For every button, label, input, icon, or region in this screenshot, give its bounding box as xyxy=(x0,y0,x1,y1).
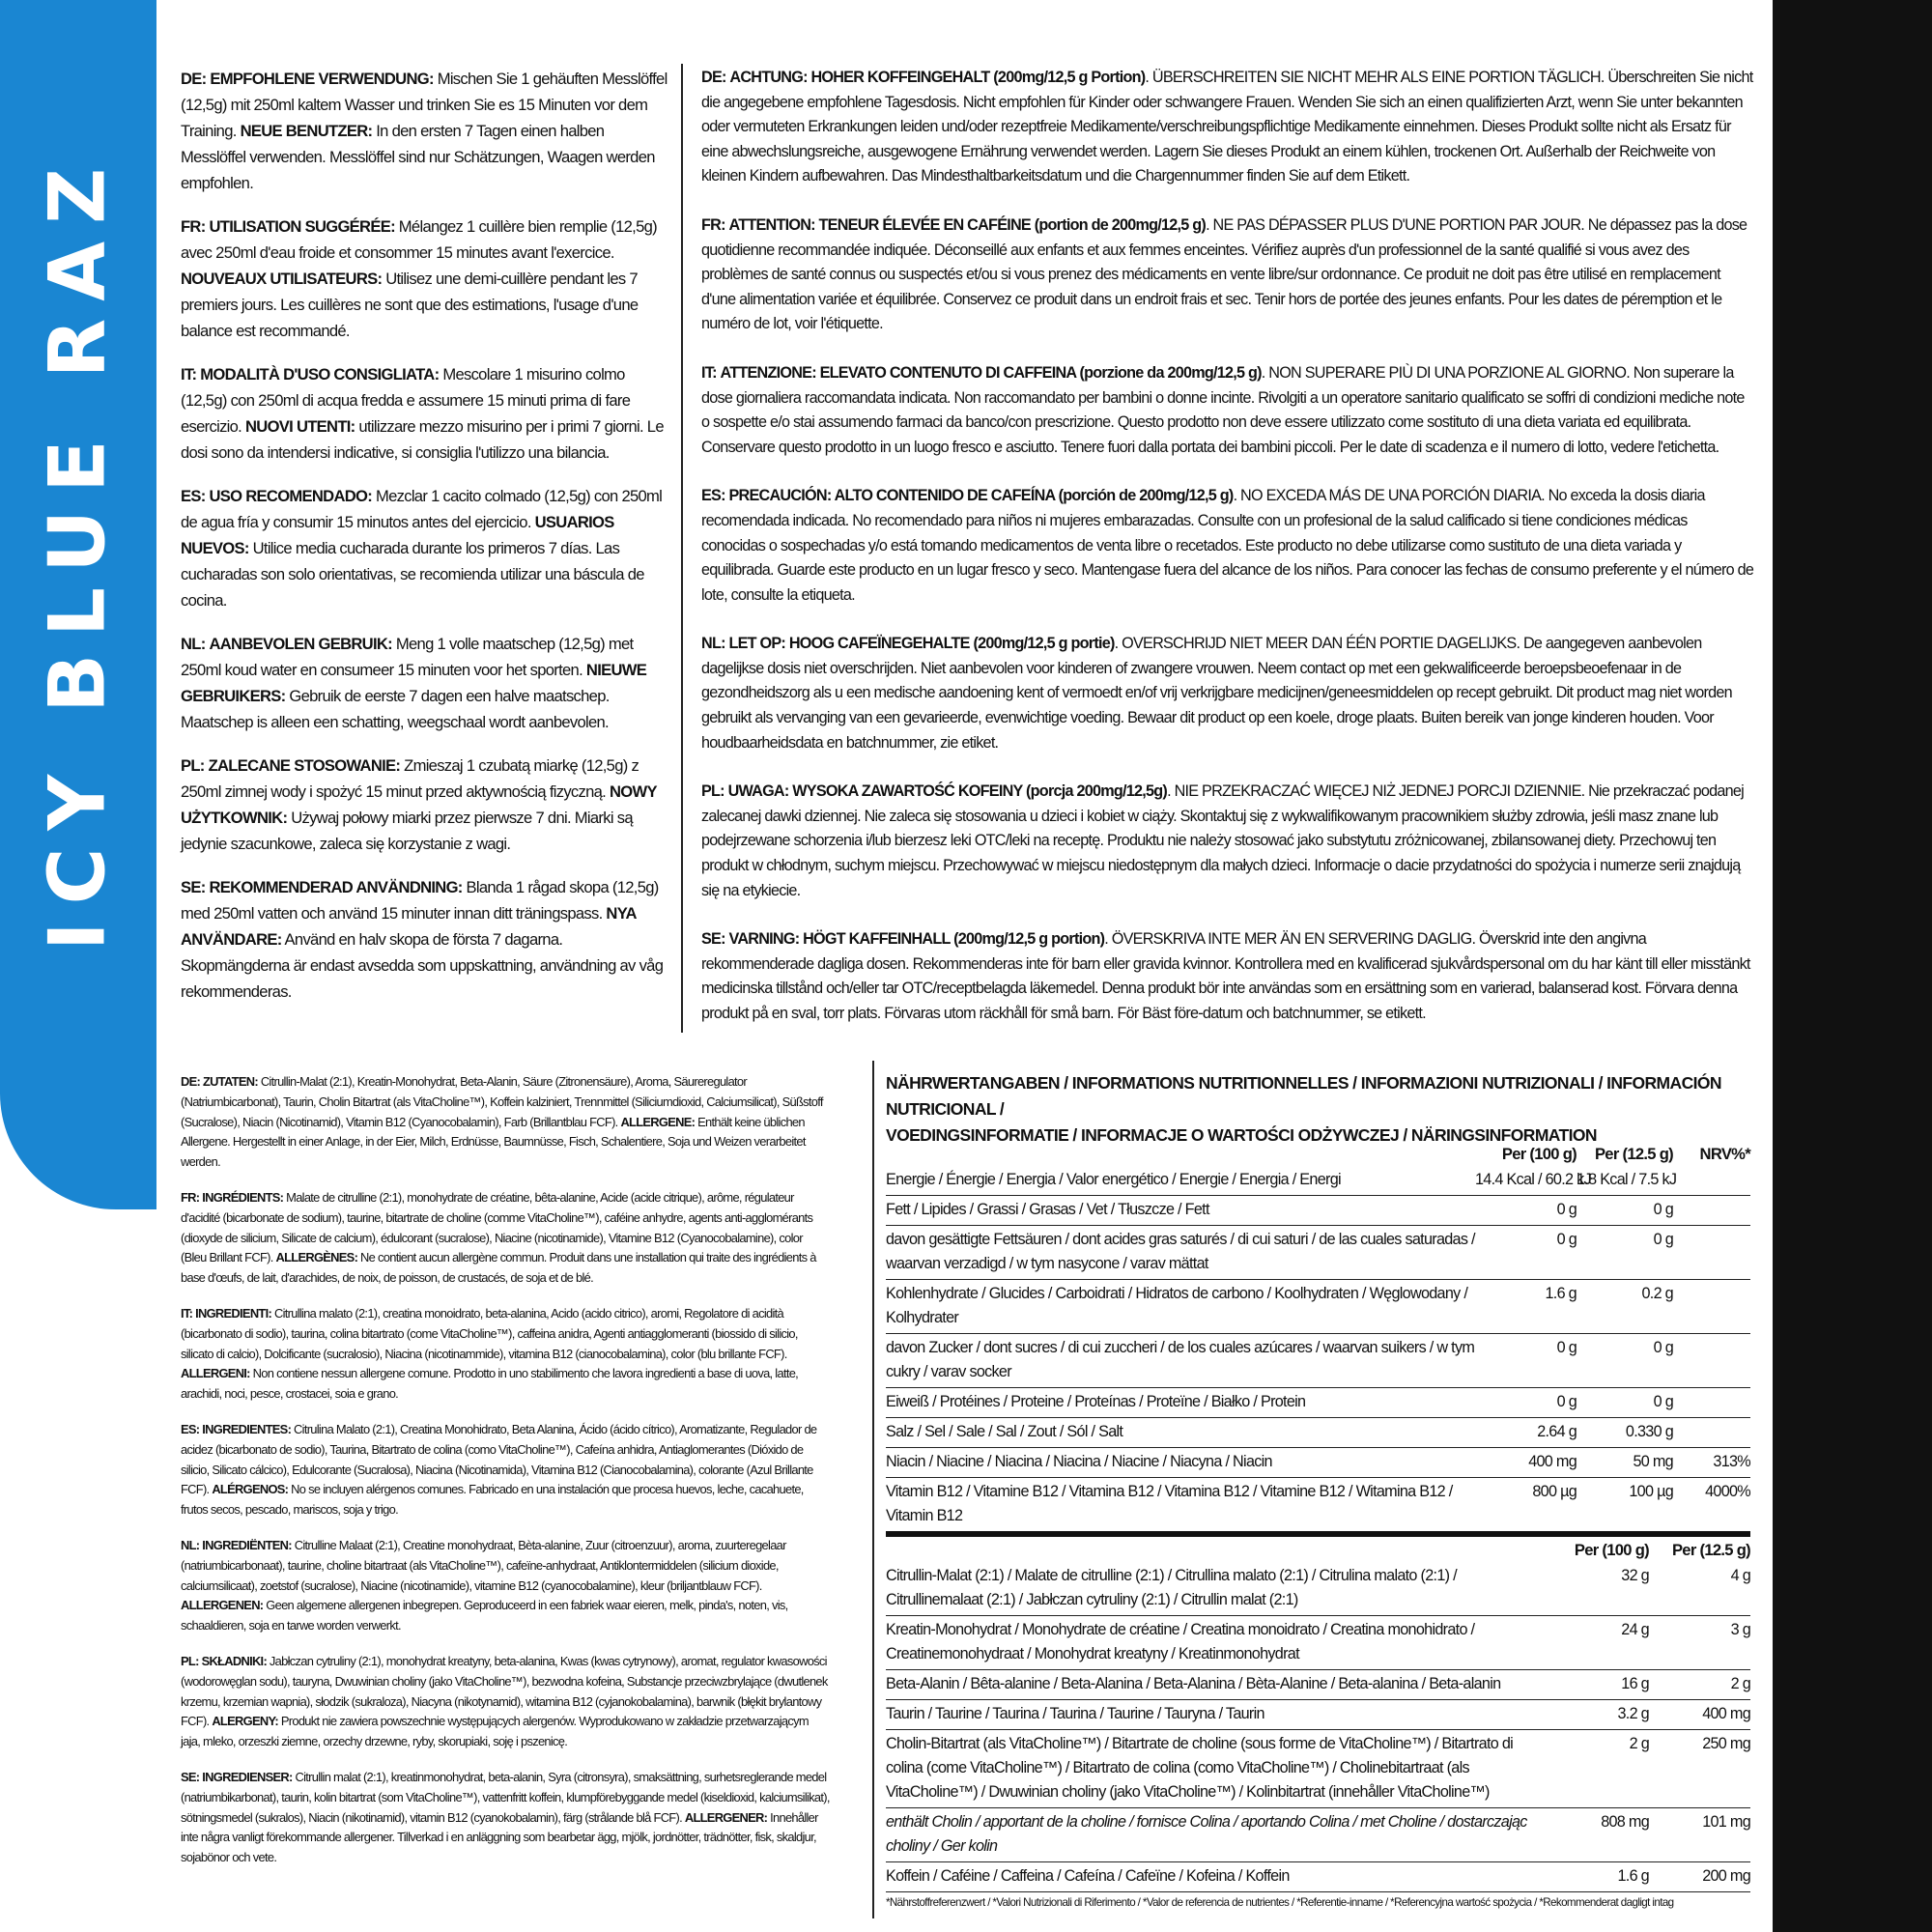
active-ingredient-row xyxy=(886,1862,1750,1892)
value-nrv xyxy=(1673,1334,1750,1388)
ingredients-se: SE: INGREDIENSER: Citrullin malat (2:1), kreatinmonohydrat, beta-alanin, Syra (citronsyra), smaksättning, surhetsreglerande medel (natriumbikarbonat), taurin, kolin bitartrat (som VitaCholine™), vattenfritt koffein, klumpförebyggande medel (kiseldioxid, kalciumsilikat), sötningsmedel (sukralos), Niacin (nikotinamid), vitamin B12 (cyanokobalamin), färg (strålande blå FCF). ALLERGENER: Innehåller inte några vanligt förekommande allergener. Tillverkad i en anläggning som bearbetar ägg, mjölk, jordnötter, trädnötter, fisk, skaldjur, sojabönor och vete. xyxy=(181,1769,830,1865)
column-divider xyxy=(681,64,683,1033)
nutrition-row xyxy=(886,1226,1750,1280)
warning-nl: NL: LET OP: HOOG CAFEÏNEGEHALTE (200mg/12,5 g portie). OVERSCHRIJD NIET MEER DAN ÉÉN PORTIE DAGELIJKS. De aangegeven aanbevolen dagelijkse dosis niet overschrijden. Niet aanbevolen voor kinderen of zwangere vrouwen. Neem contact op met een gekwalificeerde beroepsbeoefenaar in de gezondheidszorg als u een medische aandoening kent of vermoedt en/of vrij verkrijgbare medicijnen/geneesmiddelen op recept gebruikt. Dit product mag niet worden gebruikt als vervanging van een gevarieerde, evenwichtige voeding. Bewaar dit product op een koele, droge plaats. Buiten bereik van jonge kinderen houden. Voor houdbaarheidsdata en batchnummer, zie etiket. xyxy=(701,635,1732,752)
value-per100: 2 g xyxy=(1543,1730,1649,1808)
value-nrv xyxy=(1673,1280,1750,1334)
value-per100: 800 µg xyxy=(1475,1478,1577,1533)
ingredients-pl: PL: SKŁADNIKI: Jabłczan cytruliny (2:1), monohydrat kreatyny, beta-alanina, Kwas (kwas cytrynowy), aromat, regulator kwasowości (wodorowęglan sodu), tauryna, Dwuwinian choliny (jako VitaCholine™), bezwodna kofeina, Substancje przeciwzbrylające (dwutlenek krzemu, krzemian wapnia), słodzik (sukraloza), Niacyna (nikotynamid), witamina B12 (cyjanokobalamina), barwnik (błękit brylantowy FCF). ALERGENY: Produkt nie zawiera powszechnie występujących alergenów. Wyprodukowano w zakładzie przetwarzającym jaja, mleko, orzeszki ziemne, orzechy drzewne, ryby, skorupiaki, soję i pszenicę. xyxy=(181,1653,828,1749)
nutrition-label: Niacin / Niacine / Niacina / Niacina / Niacine / Niacyna / Niacin xyxy=(886,1448,1475,1478)
active-ingredient-row xyxy=(886,1616,1750,1670)
warning-es: ES: PRECAUCIÓN: ALTO CONTENIDO DE CAFEÍNA (porción de 200mg/12,5 g). NO EXCEDA MÁS DE UNA PORCIÓN DIARIA. No exceda la dosis diaria recomendada indicada. No recomendado para niños ni mujeres embarazadas. Consulte con un profesional de la salud calificado si tiene condiciones médicas conocidas o sospechadas y/o está tomando medicamentos de venta libre o recetados. Este producto no debe utilizarse como sustituto de una dieta variada y equilibrada. Guarde este producto en un lugar fresco y seco. Mantengase fuera del alcance de los niños. Para conocer las fechas de consumo preferente y el número de lote, consulte la etiqueta. xyxy=(701,487,1754,604)
col-header-per125: Per (12.5 g) xyxy=(1594,1145,1673,1163)
right-edge-bar xyxy=(1773,0,1932,1932)
value-per125: 0 g xyxy=(1577,1226,1673,1280)
value-per100: 1.6 g xyxy=(1543,1862,1649,1892)
value-per100: 0 g xyxy=(1475,1388,1577,1418)
value-per125: 0 g xyxy=(1577,1196,1673,1226)
value-per125: 400 mg xyxy=(1649,1700,1750,1730)
nutrition-label: davon gesättigte Fettsäuren / dont acides gras saturés / di cui saturi / de las cuales saturadas / waarvan verzadigd / w tym nasycone / varav mättat xyxy=(886,1226,1475,1280)
ingredients-it: IT: INGREDIENTI: Citrullina malato (2:1), creatina monoidrato, beta-alanina, Acido (acido citrico), aromi, Regolatore di acidità (bicarbonato di sodio), taurina, colina bitartrato (come VitaCholine™), caffeina anidra, Agenti antiagglomeranti (biossido di silicio, silicato di calcio), Dolcificante (sucralosio), Niacina (nicotinammide), vitamina B12 (cianocobalamina), color (blu brillante FCF). ALLERGENI: Non contiene nessun allergene comune. Prodotto in uno stabilimento che lavora ingredienti a base di uova, latte, arachidi, noci, pesce, crostacei, soia e grano. xyxy=(181,1305,799,1402)
ingredient-label: Beta-Alanin / Bêta-alanine / Beta-Alanina / Beta-Alanina / Bèta-Alanine / Beta-alanina / Beta-alanin xyxy=(886,1670,1543,1700)
ingredient-label: Koffein / Caféine / Caffeina / Cafeína / Cafeïne / Kofeina / Koffein xyxy=(886,1862,1543,1892)
ingredients-column xyxy=(181,1072,830,1884)
value-per125: 0 g xyxy=(1577,1334,1673,1388)
value-nrv xyxy=(1673,1418,1750,1448)
value-per100: 24 g xyxy=(1543,1616,1649,1670)
value-per100: 808 mg xyxy=(1543,1808,1649,1862)
column-divider-lower xyxy=(872,1061,874,1918)
value-per125: 50 mg xyxy=(1577,1448,1673,1478)
value-per125: 2 g xyxy=(1649,1670,1750,1700)
ingredients-nl: NL: INGREDIËNTEN: Citrulline Malaat (2:1), Creatine monohydraat, Bèta-alanine, Zuur (citroenzuur), aroma, zuurteregelaar (natriumbicarbonaat), taurine, choline bitartraat (als VitaCholine™), cafeïne-anhydraat, Antiklontermiddelen (silicium dioxide, calciumsilicaat), zoetstof (sucralose), Niacine (nicotinamide), vitamine B12 (cyanocobalamine), kleur (briljantblauw FCF). ALLERGENEN: Geen algemene allergenen inbegrepen. Geproduceerd in een fabriek waar eieren, melk, pinda's, noten, vis, schaaldieren, soja en tarwe worden verwerkt. xyxy=(181,1537,788,1634)
value-per100: 0 g xyxy=(1475,1226,1577,1280)
value-per100: 2.64 g xyxy=(1475,1418,1577,1448)
usage-es: ES: USO RECOMENDADO: Mezclar 1 cacito colmado (12,5g) con 250ml de agua fría y consumir 15 minutos antes del ejercicio. USUARIOS NUEVOS: Utilice media cucharada durante los primeros 7 días. Las cucharadas son solo orientativas, se recomienda utilizar una báscula de cocina. xyxy=(181,487,663,610)
value-per125: 1.8 Kcal / 7.5 kJ xyxy=(1577,1166,1673,1196)
nutrition-row xyxy=(886,1280,1750,1334)
value-per100: 400 mg xyxy=(1475,1448,1577,1478)
value-per125: 0.2 g xyxy=(1577,1280,1673,1334)
usage-de: DE: EMPFOHLENE VERWENDUNG: Mischen Sie 1 gehäuften Messlöffel (12,5g) mit 250ml kaltem Wasser und trinken Sie es 15 Minuten vor dem Training. NEUE BENUTZER: In den ersten 7 Tagen einen halben Messlöffel verwenden. Messlöffel sind nur Schätzungen, Waagen werden empfohlen. xyxy=(181,70,668,192)
nrv-footnote: *Nährstoffreferenzwert / *Valori Nutrizionali di Riferimento / *Valor de referencia de nutrientes / *Referentie-inname / *Referencyjna wartość spożycia / *Rekommenderat dagligt intag xyxy=(886,1896,1674,1909)
col-header-nrv: NRV%* xyxy=(1699,1145,1750,1163)
usage-pl: PL: ZALECANE STOSOWANIE: Zmieszaj 1 czubatą miarkę (12,5g) z 250ml zimnej wody i spożyć 15 minut przed aktywnością fizyczną. NOWY UŻYTKOWNIK: Używaj połowy miarki przez pierwsze 7 dni. Miarki są jedynie szacunkowe, zaleca się korzystanie z wagi. xyxy=(181,756,657,853)
usage-fr: FR: UTILISATION SUGGÉRÉE: Mélangez 1 cuillère bien remplie (12,5g) avec 250ml d'eau froide et consommer 15 minutes avant l'exercice. NOUVEAUX UTILISATEURS: Utilisez une demi-cuillère pendant les 7 premiers jours. Les cuillères ne sont que des estimations, l'usage d'une balance est recommandé. xyxy=(181,217,657,340)
value-per125: 4 g xyxy=(1649,1562,1750,1616)
product-name: ICY BLUE RAZ xyxy=(32,150,123,952)
nutrition-row xyxy=(886,1418,1750,1448)
value-per100: 3.2 g xyxy=(1543,1700,1649,1730)
active-ingredient-row xyxy=(886,1730,1750,1808)
ingredient-label: Cholin-Bitartrat (als VitaCholine™) / Bitartrate de choline (sous forme de VitaCholine™) / Bitartrato di colina (come VitaCholine™) / Bitartrato de colina (como VitaCholine™) / Cholinebitartraat (als VitaCholine™) / Dwuwinian choliny (jako VitaCholine™) / Kolinbitartrat (innehåller VitaCholine™) xyxy=(886,1730,1543,1808)
nutrition-row xyxy=(886,1388,1750,1418)
value-per100: 0 g xyxy=(1475,1196,1577,1226)
warning-pl: PL: UWAGA: WYSOKA ZAWARTOŚĆ KOFEINY (porcja 200mg/12,5g). NIE PRZEKRACZAĆ WIĘCEJ NIŻ JEDNEJ PORCJI DZIENNIE. Nie przekraczać podanej zalecanej dawki dziennej. Nie zaleca się stosowania u dzieci i kobiet w ciąży. Skontaktuj się z wykwalifikowanym pracownikiem służby zdrowia, jeśli masz znane lub podejrzewane schorzenia i/lub bierzesz leki OTC/leki na receptę. Produktu nie należy stosować jako substytutu zróżnicowanej, zbilansowanej diety. Przechowuj ten produkt w chłodnym, suchym miejscu. Przechowywać w miejscu niedostępnym dla małych dzieci. Informacje o dacie przydatności do spożycia i numerze serii znajdują się na etykiecie. xyxy=(701,782,1745,899)
nutrition-row xyxy=(886,1166,1750,1196)
ingredients-es: ES: INGREDIENTES: Citrulina Malato (2:1), Creatina Monohidrato, Beta Alanina, Ácido (ácido cítrico), Aromatizante, Regulador de acidez (bicarbonato de sodio), Taurina, Bitartrato de colina (como VitaCholine™), Cafeína anhidra, Antiaglomerantes (Dióxido de silicio, Silicato cálcico), Edulcorante (Sucralosa), Niacina (Nicotinamida), Vitamina B12 (Cianocobalamina), colorante (Azul Brillante FCF). ALÉRGENOS: No se incluyen alérgenos comunes. Fabricado en una instalación que procesa huevos, leche, cacahuete, frutos secos, pescado, mariscos, soja y trigo. xyxy=(181,1421,817,1518)
warning-fr: FR: ATTENTION: TENEUR ÉLEVÉE EN CAFÉINE (portion de 200mg/12,5 g). NE PAS DÉPASSER PLUS D'UNE PORTION PAR JOUR. Ne dépassez pas la dose quotidienne recommandée indiquée. Déconseillé aux enfants et aux femmes enceintes. Vérifiez auprès d'un professionnel de la santé qualifié si vous avez des problèmes de santé connus ou suspectés et/ou si vous prenez des médicaments en vente libre/sur ordonnance. Ce produit ne doit pas être utilisé en remplacement d'une alimentation variée et équilibrée. Conservez ce produit dans un endroit frais et sec. Tenir hors de portée des jeunes enfants. Pour les dates de péremption et le numéro de lot, voir l'étiquette. xyxy=(701,215,1747,333)
nutrition-label: Fett / Lipides / Grassi / Grasas / Vet / Tłuszcze / Fett xyxy=(886,1196,1475,1226)
ingredient-label: enthält Cholin / apportant de la choline / fornisce Colina / aportando Colina / met Choline / dostarczając choliny / Ger kolin xyxy=(886,1808,1543,1862)
col2-header-per100: Per (100 g) xyxy=(1543,1536,1649,1563)
active-ingredient-row xyxy=(886,1562,1750,1616)
nutrition-label: Salz / Sel / Sale / Sal / Zout / Sól / Salt xyxy=(886,1418,1475,1448)
ingredients-fr: FR: INGRÉDIENTS: Malate de citrulline (2:1), monohydrate de créatine, bêta-alanine, Acide (acide citrique), arôme, régulateur d'acidité (bicarbonate de sodium), taurine, bitartrate de choline (comme VitaCholine™), caféine anhydre, agents anti-agglomérants (dioxyde de silicium, Silicate de calcium), édulcorant (sucralose), Niacine (nicotinamide), Vitamine B12 (Cyanocobalamine), color (Bleu Brillant FCF). ALLERGÈNES: Ne contient aucun allergène commun. Produit dans une installation qui traite des ingrédients à base d'œufs, de lait, d'arachides, de noix, de poisson, de crustacés, de soja et de blé. xyxy=(181,1189,816,1286)
product-name-tab xyxy=(0,0,156,1209)
ingredient-label: Taurin / Taurine / Taurina / Taurina / Taurine / Tauryna / Taurin xyxy=(886,1700,1543,1730)
nutrition-label: Vitamin B12 / Vitamine B12 / Vitamina B12 / Vitamina B12 / Vitamine B12 / Witamina B12 / Vitamin B12 xyxy=(886,1478,1475,1533)
warning-it: IT: ATTENZIONE: ELEVATO CONTENUTO DI CAFFEINA (porzione da 200mg/12,5 g). NON SUPERARE PIÙ DI UNA PORZIONE AL GIORNO. Non superare la dose giornaliera raccomandata indicata. Non raccomandato per bambini o donne incinte. Rivolgiti a un operatore sanitario qualificato se soffri di condizioni mediche note o sospette e/o stai assumendo farmaci da banco/con prescrizione. Questo prodotto non deve essere utilizzato come sostituto di una dieta variata ed equilibrata. Conservare questo prodotto in un luogo fresco e asciutto. Tenere fuori dalla portata dei bambini piccoli. Per le date di scadenza e il numero di lotto, vedere l'etichetta. xyxy=(701,363,1745,456)
value-nrv xyxy=(1673,1166,1750,1196)
col-header-per100: Per (100 g) xyxy=(1501,1145,1577,1163)
ingredient-label: Kreatin-Monohydrat / Monohydrate de créatine / Creatina monoidrato / Creatina monohidrato / Creatinemonohydraat / Monohydrat kreatyny / Kreatinmonohydrat xyxy=(886,1616,1543,1670)
nutrition-row xyxy=(886,1448,1750,1478)
value-nrv xyxy=(1673,1226,1750,1280)
usage-se: SE: REKOMMENDERAD ANVÄNDNING: Blanda 1 rågad skopa (12,5g) med 250ml vatten och använd 15 minuter innan ditt träningspass. NYA ANVÄNDARE: Använd en halv skopa de första 7 dagarna. Skopmängderna är endast avsedda som uppskattning, användning av våg rekommenderas. xyxy=(181,878,664,1001)
value-per100: 1.6 g xyxy=(1475,1280,1577,1334)
label-content xyxy=(158,0,1773,1932)
value-per100: 14.4 Kcal / 60.2 kJ xyxy=(1475,1166,1577,1196)
value-nrv: 313% xyxy=(1673,1448,1750,1478)
nutrition-row xyxy=(886,1334,1750,1388)
nutrition-row xyxy=(886,1478,1750,1533)
nutrition-label: Kohlenhydrate / Glucides / Carboidrati / Hidratos de carbono / Koolhydraten / Węglowodany / Kolhydrater xyxy=(886,1280,1475,1334)
value-per125: 200 mg xyxy=(1649,1862,1750,1892)
nutrition-table xyxy=(886,1145,1750,1534)
col2-header-per125: Per (12.5 g) xyxy=(1649,1536,1750,1563)
warning-de: DE: ACHTUNG: HOHER KOFFEINGEHALT (200mg/12,5 g Portion). ÜBERSCHREITEN SIE NICHT MEHR ALS EINE PORTION TÄGLICH. Überschreiten Sie nicht die angegebene empfohlene Tagesdosis. Nicht empfohlen für Kinder oder schwangere Frauen. Wenden Sie sich an einen qualifizierten Arzt, wenn Sie unter bekannten oder vermuteten Erkrankungen leiden und/oder rezeptfreie Medikamente/verschreibungspflichtige Medikamente einnehmen. Dieses Produkt sollte nicht als Ersatz für eine abwechslungsreiche, ausgewogene Ernährung verwendet werden. Lagern Sie dieses Produkt an einem kühlen, trockenen Ort. Außerhalb der Reichweite von kleinen Kindern aufbewahren. Das Mindesthaltbarkeitsdatum und die Chargennummer finden Sie auf dem Etikett. xyxy=(701,69,1753,185)
nutrition-label: davon Zucker / dont sucres / di cui zuccheri / de los cuales azúcares / waarvan suikers / w tym cukry / varav socker xyxy=(886,1334,1475,1388)
usage-it: IT: MODALITÀ D'USO CONSIGLIATA: Mescolare 1 misurino colmo (12,5g) con 250ml di acqua fredda e assumere 15 minuti prima di fare esercizio. NUOVI UTENTI: utilizzare mezzo misurino per i primi 7 giorni. Le dosi sono da intendersi indicative, si consiglia l'utilizzo una bilancia. xyxy=(181,365,664,462)
value-per100: 32 g xyxy=(1543,1562,1649,1616)
nutrition-label: Energie / Énergie / Energia / Valor energético / Energie / Energia / Energi xyxy=(886,1166,1475,1196)
nutrition-row xyxy=(886,1196,1750,1226)
warnings-column xyxy=(701,66,1754,1051)
ingredients-de: DE: ZUTATEN: Citrullin-Malat (2:1), Kreatin-Monohydrat, Beta-Alanin, Säure (Zitronensäure), Aroma, Säureregulator (Natriumbicarbonat), Taurin, Cholin Bitartrat (als VitaCholine™), Koffein kalziniert, Trennmittel (Siliciumdioxid, Calciumsilicat), Süßstoff (Sucralose), Niacin (Nicotinamid), Vitamin B12 (Cyanocobalamin), Farb (Brillantblau FCF). ALLERGENE: Enthält keine üblichen Allergene. Hergestellt in einer Anlage, in der Eier, Milch, Erdnüsse, Baumnüsse, Fisch, Schalentiere, Soja und Weizen verarbeitet werden. xyxy=(181,1074,823,1170)
usage-column xyxy=(181,66,668,1022)
value-per125: 250 mg xyxy=(1649,1730,1750,1808)
active-ingredients-table xyxy=(886,1534,1750,1892)
warning-se: SE: VARNING: HÖGT KAFFEINHALL (200mg/12,5 g portion). ÖVERSKRIVA INTE MER ÄN EN SERVERING DAGLIG. Överskrid inte den angivna rekommenderade dagliga dosen. Rekommenderas inte för barn eller gravida kvinnor. Kontrollera med en kvalificerad sjukvårdspersonal om du har känt till eller misstänkt medicinska tillstånd och/eller tar OTC/receptbelagda läkemedel. Denna produkt bör inte användas som en ersättning som en varierad, balanserad kost. Förvara denna produkt på en sval, torr plats. Förvaras utom räckhåll för små barn. För Bäst före-datum och batchnummer, se etikett. xyxy=(701,930,1750,1022)
value-per125: 100 µg xyxy=(1577,1478,1673,1533)
value-per125: 101 mg xyxy=(1649,1808,1750,1862)
ingredient-label: Citrullin-Malat (2:1) / Malate de citrulline (2:1) / Citrullina malato (2:1) / Citrulina malato (2:1) / Citrullinemalaat (2:1) / Jabłczan cytruliny (2:1) / Citrullin malat (2:1) xyxy=(886,1562,1543,1616)
usage-nl: NL: AANBEVOLEN GEBRUIK: Meng 1 volle maatschep (12,5g) met 250ml koud water en consumeer 15 minuten voor het sporten. NIEUWE GEBRUIKERS: Gebruik de eerste 7 dagen een halve maatschep. Maatschep is alleen een schatting, weegschaal wordt aanbevolen. xyxy=(181,635,647,731)
value-per125: 3 g xyxy=(1649,1616,1750,1670)
value-nrv xyxy=(1673,1196,1750,1226)
active-ingredient-row xyxy=(886,1808,1750,1862)
value-per100: 16 g xyxy=(1543,1670,1649,1700)
value-per125: 0 g xyxy=(1577,1388,1673,1418)
value-nrv: 4000% xyxy=(1673,1478,1750,1533)
value-per125: 0.330 g xyxy=(1577,1418,1673,1448)
active-ingredient-row xyxy=(886,1670,1750,1700)
value-per100: 0 g xyxy=(1475,1334,1577,1388)
nutrition-label: Eiweiß / Protéines / Proteine / Proteínas / Proteïne / Białko / Protein xyxy=(886,1388,1475,1418)
value-nrv xyxy=(1673,1388,1750,1418)
nutrition-panel xyxy=(886,1070,1750,1909)
active-ingredient-row xyxy=(886,1700,1750,1730)
nutrition-title: NÄHRWERTANGABEN / INFORMATIONS NUTRITIONNELLES / INFORMAZIONI NUTRIZIONALI / INFORMACIÓN NUTRICIONAL / VOEDINGSINFORMATIE / INFORMACJE O WARTOŚCI ODŻYWCZEJ / NÄRINGSINFORMATION xyxy=(886,1073,1721,1145)
